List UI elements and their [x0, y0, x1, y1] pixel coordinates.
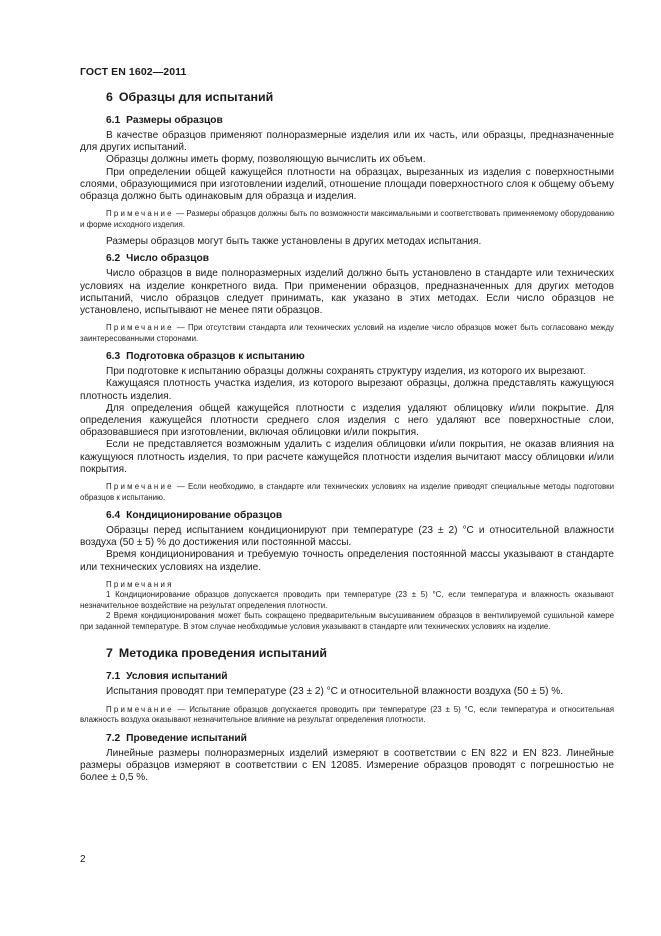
paragraph: При подготовке к испытанию образцы должны сохранять структуру изделия, из которого их вырезают. [106, 366, 586, 378]
section-number: 7 [106, 646, 113, 661]
note-text: — Испытание образцов допускается проводить при температуре (23 ± 5) °С, если температура и относительная влажность воздуха оказывают незначительное влияние на результат определения плотности. [80, 704, 614, 725]
section-title: Образцы для испытаний [118, 90, 274, 104]
subsection-6-3-heading [80, 350, 614, 363]
note-text: — При отсутствии стандарта или технических условий на изделие число образцов может быть согласовано между заинтересованными сторонами. [80, 323, 614, 343]
subsection-7-2-heading [80, 732, 614, 745]
note-text: — Размеры образцов должны быть по возможности максимальными и соответствовать применяемому оборудованию и форме исходного изделия. [80, 209, 614, 229]
subsection-6-4-heading [80, 509, 614, 522]
paragraph: Если не представляется возможным удалить с изделия облицовки и/или покрытия, не оказав влияния на кажущуюся плотность изделия, то при расчете кажущейся плотности изделия вычитают массу облицовки и/или покрытия. [80, 439, 614, 475]
subsection-title: Размеры образцов [126, 115, 223, 126]
subsection-number: 6.2 [106, 253, 121, 265]
notes-label: Примечания [106, 579, 174, 589]
subsection-number: 6.3 [106, 351, 121, 363]
subsection-title: Число образцов [126, 253, 209, 265]
subsection-number: 7.2 [106, 732, 121, 744]
subsection-title: Кондиционирование образцов [126, 510, 283, 522]
note-label: Примечание [106, 209, 174, 219]
paragraph: Кажущаяся плотность участка изделия, из которого вырезают образцы, должна представлять кажущуюся плотность изделия. [80, 378, 614, 402]
subsection-title: Условия испытаний [126, 671, 228, 683]
note-label: Примечание [106, 482, 174, 492]
note-label: Примечание [106, 323, 174, 333]
subsection-6-2-heading [80, 252, 614, 265]
paragraph: Испытания проводят при температуре (23 ± 2) °С и относительной влажности воздуха (50 ± 5) %. [106, 686, 564, 698]
note-1: 1 Кондиционирование образцов допускается проводить при температуре (23 ± 5) °С, если температура и влажность оказывают незначительное воздействие на результат определения плотности. [80, 590, 614, 610]
section-number: 6 [106, 90, 113, 104]
subsection-number: 6.4 [106, 510, 121, 522]
subsection-title: Проведение испытаний [126, 732, 247, 744]
note [80, 705, 614, 726]
section-6-heading [80, 90, 614, 105]
note-label: Примечание [106, 704, 174, 714]
section-title: Методика проведения испытаний [118, 646, 328, 661]
page-number: 2 [80, 854, 86, 865]
document-header: ГОСТ EN 1602—2011 [80, 66, 187, 78]
paragraph: При определении общей кажущейся плотности на образцах, вырезанных из изделия с поверхностными слоями, образующимися при изготовлении изделий, отношение площади поверхностного слоя к общему объему образца должно быть одинаковым для образца и изделия. [80, 166, 614, 203]
subsection-number: 7.1 [106, 671, 121, 683]
section-7-heading [80, 646, 614, 661]
paragraph: Размеры образцов могут быть также установлены в других методах испытания. [106, 236, 482, 248]
note-2: 2 Время кондиционирования может быть сокращено предварительным высушиванием образцов в вентилируемой сушильной камере при заданной температуре. В этом случае необходимые условия указывают в стандарте или технических условиях на изделие. [80, 611, 614, 631]
paragraph: Образцы должны иметь форму, позволяющую вычислить их объем. [106, 154, 426, 166]
note [80, 209, 614, 230]
paragraph: Линейные размеры полноразмерных изделий измеряют в соответствии с EN 822 и EN 823. Линейные размеры образцов измеряют в соответствии с EN 12085. Измерение образцов проводят с погрешностью не более ± 0,5 %. [80, 747, 614, 783]
paragraph: Число образцов в виде полноразмерных изделий должно быть установлено в стандарте или технических условиях на изделие конкретного вида. При применении образцов, предназначенных для других методов испытаний, число образцов следует принимать, как указано в этих методах. Если число образцов не установлено, испытывают не менее пяти образцов. [80, 268, 614, 317]
note-text: — Если необходимо, в стандарте или технических условиях на изделие приводят специальные методы подготовки образцов к испытанию. [80, 482, 614, 502]
document-body [80, 90, 614, 784]
subsection-7-1-heading [80, 670, 614, 683]
paragraph: Для определения общей кажущейся плотности с изделия удаляют облицовку и/или покрытие. Для определения кажущейся плотности среднего слоя изделия с него удаляют все поверхностные слои, образовавшиеся при изготовлении, включая облицовки и/или покрытия. [80, 402, 614, 439]
note [80, 323, 614, 344]
subsection-title: Подготовка образцов к испытанию [126, 351, 305, 363]
note [80, 482, 614, 503]
subsection-6-1-heading [80, 114, 614, 127]
paragraph: В качестве образцов применяют полноразмерные изделия или их часть, или образцы, предназначенные для других испытаний. [80, 130, 614, 154]
paragraph: Образцы перед испытанием кондиционируют при температуре (23 ± 2) °С и относительной влажности воздуха (50 ± 5) % до достижения или постоянной массы. [80, 525, 614, 549]
subsection-number: 6.1 [106, 115, 121, 126]
paragraph: Время кондиционирования и требуемую точность определения постоянной массы указывают в стандарте или технических условиях на изделие. [80, 549, 614, 573]
